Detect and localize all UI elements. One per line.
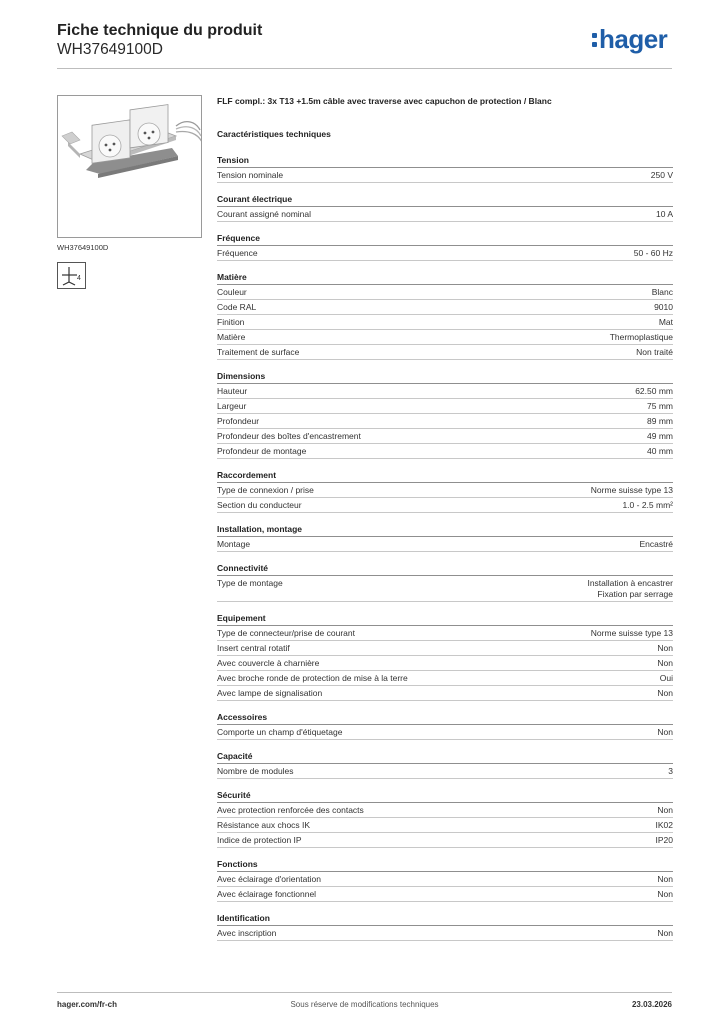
table-row — [217, 686, 673, 701]
group-equipement — [217, 613, 673, 701]
table-row — [217, 498, 673, 513]
row-label: Courant assigné nominal — [217, 209, 312, 219]
table-row — [217, 444, 673, 459]
row-value: Non — [657, 727, 673, 737]
group-title: Capacité — [217, 751, 673, 764]
row-label: Profondeur de montage — [217, 446, 307, 456]
row-label: Type de connecteur/prise de courant — [217, 628, 355, 638]
row-value: Non — [657, 688, 673, 698]
table-row — [217, 207, 673, 222]
row-label: Hauteur — [217, 386, 248, 396]
group-title: Fonctions — [217, 859, 673, 872]
group-title: Equipement — [217, 613, 673, 626]
row-label: Avec broche ronde de protection de mise à la terre — [217, 673, 408, 683]
group-title: Identification — [217, 913, 673, 926]
group-tension — [217, 155, 673, 183]
row-value: Thermoplastique — [609, 332, 673, 342]
footer-website-link[interactable]: hager.com/fr-ch — [57, 1000, 118, 1009]
row-value: 250 V — [650, 170, 673, 180]
group-installation-montage — [217, 524, 673, 552]
table-row — [217, 887, 673, 902]
group-securite — [217, 790, 673, 848]
table-row — [217, 725, 673, 740]
group-title: Tension — [217, 155, 673, 168]
table-row — [217, 537, 673, 552]
row-value: 62.50 mm — [635, 386, 673, 396]
group-raccordement — [217, 470, 673, 513]
installation-symbol-number: 4 — [77, 275, 81, 282]
table-row — [217, 803, 673, 818]
group-matiere — [217, 272, 673, 360]
table-row — [217, 246, 673, 261]
group-accessoires — [217, 712, 673, 740]
page-footer — [57, 992, 672, 1012]
row-label: Traitement de surface — [217, 347, 300, 357]
row-label: Matière — [217, 332, 246, 342]
group-title: Raccordement — [217, 470, 673, 483]
group-dimensions — [217, 371, 673, 459]
row-label: Insert central rotatif — [217, 643, 290, 653]
row-label: Code RAL — [217, 302, 257, 312]
row-label: Comporte un champ d'étiquetage — [217, 727, 343, 737]
row-label: Avec éclairage fonctionnel — [217, 889, 317, 899]
row-label: Finition — [217, 317, 245, 327]
row-value: 49 mm — [647, 431, 673, 441]
row-value — [587, 578, 673, 600]
row-value: IK02 — [655, 820, 673, 830]
row-value: Blanc — [651, 287, 673, 297]
logo-dots-icon — [592, 31, 598, 51]
row-value: Norme suisse type 13 — [590, 485, 673, 495]
row-value: Non — [657, 643, 673, 653]
section-title: Caractéristiques techniques — [217, 129, 331, 139]
row-label: Résistance aux chocs IK — [217, 820, 311, 830]
table-row — [217, 641, 673, 656]
row-value: 1.0 - 2.5 mm² — [622, 500, 673, 510]
hager-logo — [592, 24, 672, 55]
table-row — [217, 671, 673, 686]
row-value: 9010 — [654, 302, 673, 312]
table-row — [217, 168, 673, 183]
row-label: Type de connexion / prise — [217, 485, 314, 495]
row-label: Avec lampe de signalisation — [217, 688, 323, 698]
group-title: Fréquence — [217, 233, 673, 246]
footer-date: 23.03.2026 — [631, 1000, 672, 1009]
row-value: Non — [657, 928, 673, 938]
table-row — [217, 429, 673, 444]
table-row — [217, 399, 673, 414]
table-row — [217, 384, 673, 399]
table-row — [217, 872, 673, 887]
table-row — [217, 345, 673, 360]
product-description: FLF compl.: 3x T13 +1.5m câble avec traverse avec capuchon de protection / Blanc — [217, 96, 552, 106]
group-title: Sécurité — [217, 790, 673, 803]
technical-data — [217, 96, 673, 952]
row-value: Norme suisse type 13 — [590, 628, 673, 638]
group-title: Matière — [217, 272, 673, 285]
row-value: Non — [657, 874, 673, 884]
row-label: Avec couvercle à charnière — [217, 658, 320, 668]
row-value: 3 — [668, 766, 673, 776]
row-label: Tension nominale — [217, 170, 284, 180]
group-frequence — [217, 233, 673, 261]
table-row — [217, 656, 673, 671]
table-row — [217, 300, 673, 315]
table-row — [217, 764, 673, 779]
footer-disclaimer: Sous réserve de modifications techniques — [290, 1000, 439, 1009]
power-outlet-product-icon — [58, 96, 202, 238]
row-value: Non traité — [636, 347, 673, 357]
row-label: Largeur — [217, 401, 247, 411]
row-value: Non — [657, 889, 673, 899]
row-label: Section du conducteur — [217, 500, 302, 510]
row-label: Nombre de modules — [217, 766, 294, 776]
table-row — [217, 483, 673, 498]
row-value: Encastré — [639, 539, 673, 549]
installation-symbol — [57, 262, 86, 289]
table-row — [217, 576, 673, 602]
product-image-caption: WH37649100D — [57, 243, 109, 252]
row-value: IP20 — [655, 835, 673, 845]
table-row — [217, 414, 673, 429]
row-label: Profondeur — [217, 416, 260, 426]
row-label: Avec éclairage d'orientation — [217, 874, 322, 884]
page-header — [57, 21, 672, 69]
row-value: Non — [657, 658, 673, 668]
row-value-line: Installation à encastrer — [587, 578, 673, 588]
page-title: Fiche technique du produit — [57, 22, 263, 39]
row-value: 50 - 60 Hz — [633, 248, 673, 258]
group-title: Courant électrique — [217, 194, 673, 207]
group-courant-electrique — [217, 194, 673, 222]
group-title: Dimensions — [217, 371, 673, 384]
row-label: Avec protection renforcée des contacts — [217, 805, 364, 815]
group-capacite — [217, 751, 673, 779]
row-label: Profondeur des boîtes d'encastrement — [217, 431, 361, 441]
group-connectivite — [217, 563, 673, 602]
row-value: Mat — [658, 317, 673, 327]
table-row — [217, 626, 673, 641]
table-row — [217, 285, 673, 300]
row-label: Type de montage — [217, 578, 283, 588]
row-value: 40 mm — [647, 446, 673, 456]
product-image — [57, 95, 202, 238]
table-row — [217, 330, 673, 345]
row-label: Couleur — [217, 287, 247, 297]
row-label: Avec inscription — [217, 928, 277, 938]
logo-text: hager — [599, 24, 668, 54]
group-title: Connectivité — [217, 563, 673, 576]
table-row — [217, 926, 673, 941]
group-fonctions — [217, 859, 673, 902]
group-title: Installation, montage — [217, 524, 673, 537]
row-value: Non — [657, 805, 673, 815]
row-value-line: Fixation par serrage — [597, 589, 673, 599]
row-value: 89 mm — [647, 416, 673, 426]
row-value: Oui — [659, 673, 673, 683]
table-row — [217, 833, 673, 848]
row-label: Fréquence — [217, 248, 258, 258]
table-row — [217, 315, 673, 330]
row-value: 75 mm — [647, 401, 673, 411]
table-row — [217, 818, 673, 833]
row-value: 10 A — [655, 209, 673, 219]
row-label: Montage — [217, 539, 251, 549]
row-label: Indice de protection IP — [217, 835, 302, 845]
group-identification — [217, 913, 673, 941]
group-title: Accessoires — [217, 712, 673, 725]
product-reference: WH37649100D — [57, 41, 163, 58]
